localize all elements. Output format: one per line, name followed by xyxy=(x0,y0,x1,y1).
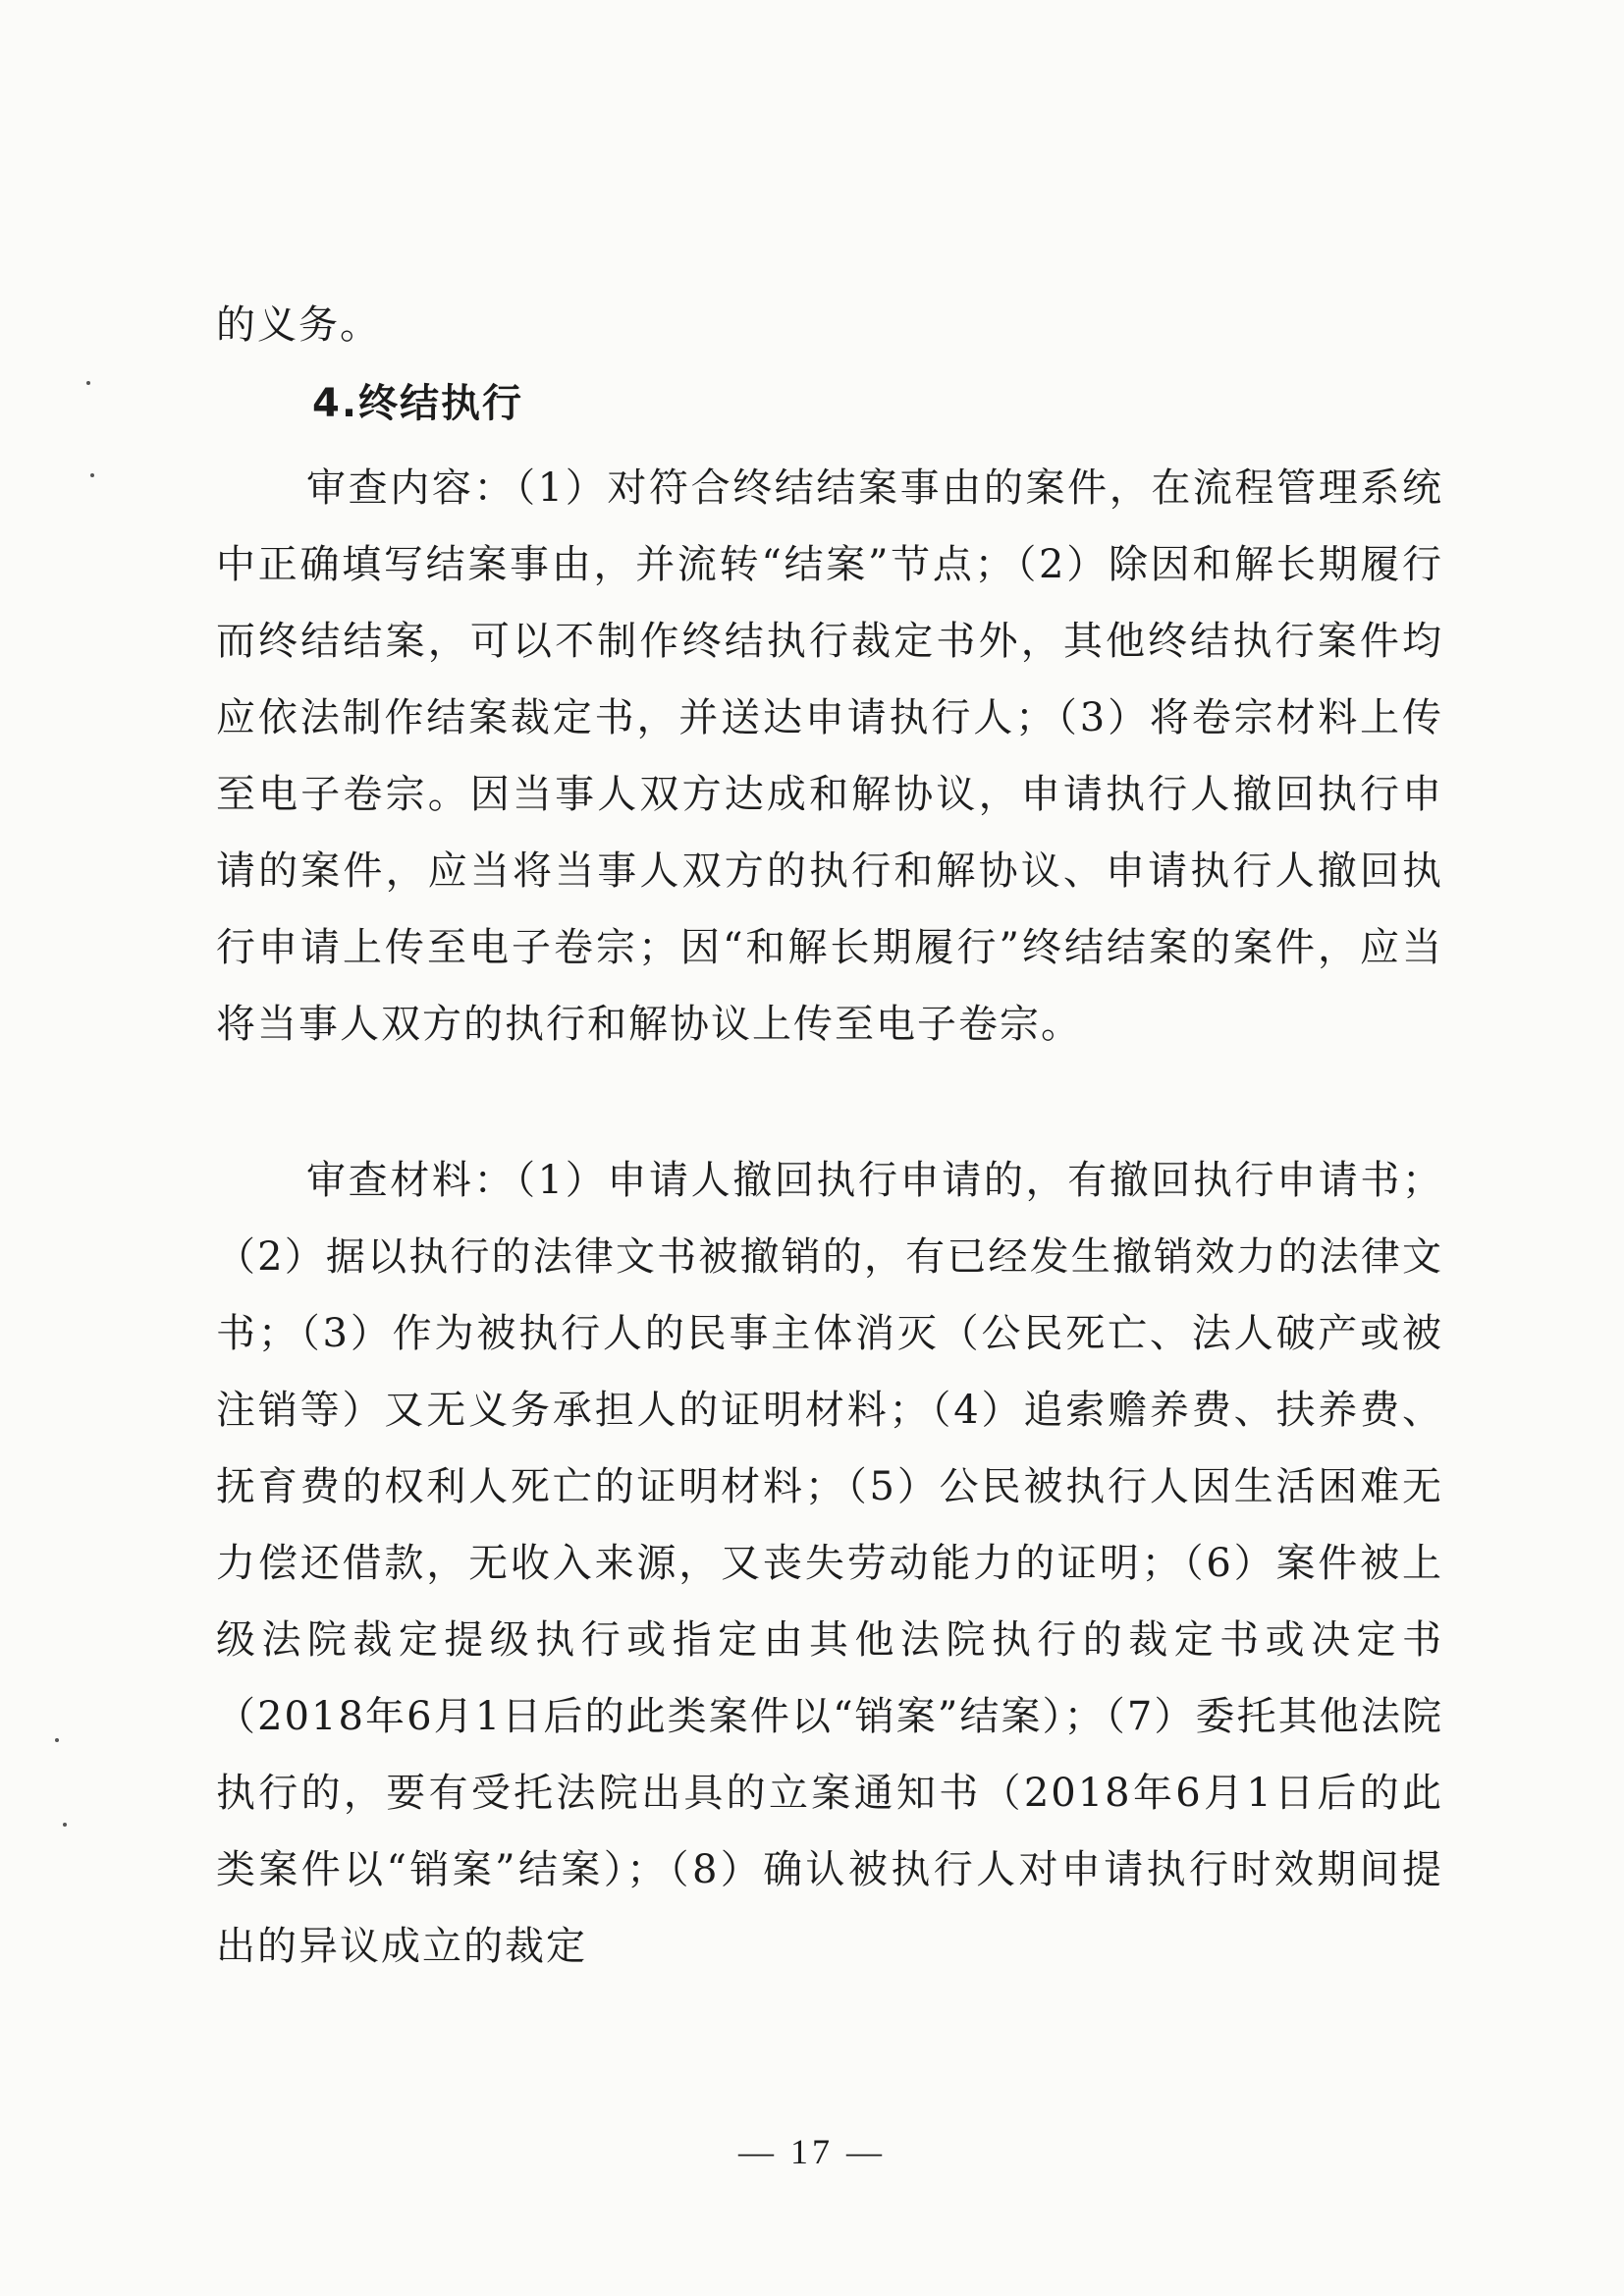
paragraph-review-content: 审查内容：（1）对符合终结结案事由的案件，在流程管理系统中正确填写结案事由，并流转“结案”节点；（2）除因和解长期履行而终结结案，可以不制作终结执行裁定书外，其他终结执行案件均应依法制作结案裁定书，并送达申请执行人；（3）将卷宗材料上传至电子卷宗。因当事人双方达成和解协议，申请执行人撤回执行申请的案件，应当将当事人双方的执行和解协议、申请执行人撤回执行申请上传至电子卷宗；因“和解长期履行”终结结案的案件，应当将当事人双方的执行和解协议上传至电子卷宗。 xyxy=(216,465,1443,1047)
scan-speck xyxy=(55,1738,59,1742)
scan-speck xyxy=(63,1823,67,1827)
section-heading: 4.终结执行 xyxy=(312,381,524,426)
continuation-text: 的义务。 xyxy=(216,302,381,348)
scan-speck xyxy=(90,473,94,477)
page-number: — 17 — xyxy=(738,2132,886,2171)
paragraph-review-materials: 审查材料：（1）申请人撤回执行申请的，有撤回执行申请书；（2）据以执行的法律文书被撤销的，有已经发生撤销效力的法律文书；（3）作为被执行人的民事主体消灭（公民死亡、法人破产或被注销等）又无义务承担人的证明材料；（4）追索赡养费、扶养费、抚育费的权利人死亡的证明材料；（5）公民被执行人因生活困难无力偿还借款，无收入来源，又丧失劳动能力的证明；（6）案件被上级法院裁定提级执行或指定由其他法院执行的裁定书或决定书（2018年6月1日后的此类案件以“销案”结案）；（7）委托其他法院执行的，要有受托法院出具的立案通知书（2018年6月1日后的此类案件以“销案”结案）；（8）确认被执行人对申请执行时效期间提出的异议成立的裁定 xyxy=(216,1158,1443,1969)
scan-speck xyxy=(86,381,90,385)
